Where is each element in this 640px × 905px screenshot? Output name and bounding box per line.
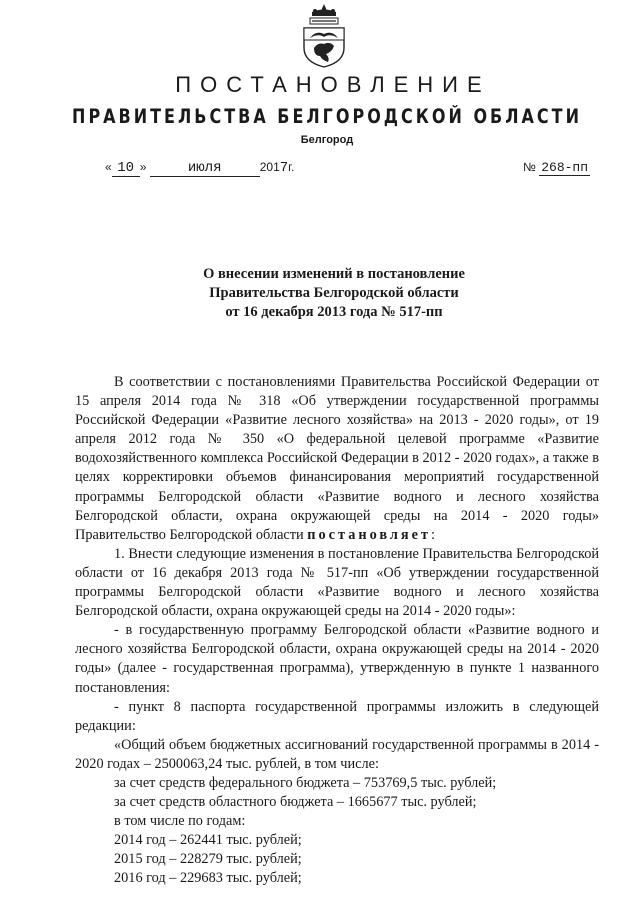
date-year-suffix: г. [288, 160, 295, 174]
number-value: 268-пп [541, 160, 589, 175]
item-3-paragraph: - пункт 8 паспорта государственной программы изложить в следующей редакции: [75, 698, 599, 734]
document-date [105, 160, 294, 177]
date-day: 10 [112, 160, 140, 177]
item-4-paragraph: «Общий объем бюджетных ассигнований государственной программы в 2014 - 2020 годах – 2500063,24 тыс. рублей, в том числе: [75, 736, 599, 772]
title-line-2: Правительства Белгородской области [209, 285, 459, 301]
by-years-line: в том числе по годам: [114, 813, 246, 830]
intro-text: В соответствии с постановлениями Правительства Российской Федерации от 15 апреля 2014 года № 318 «Об утверждении государственной программы Российской Федерации «Развитие лесного хозяйства» на 2013 - 2020 годы», от 19 апреля 2012 года № 350 «О федеральной целевой программе «Развитие водохозяйственного комплекса Российской Федерации в 2012 - 2020 годах», а также в целях корректировки объемов финансирования мероприятий государственной программы Белгородской области «Развитие водного и лесного хозяйства Белгородской области, охрана окружающей среды на 2014 - 2020 годы» Правительство Белгородской области [75, 374, 599, 543]
city-label: Белгород [300, 134, 354, 146]
year-2014-line: 2014 год – 262441 тыс. рублей; [114, 832, 302, 849]
coat-of-arms-emblem [298, 4, 350, 68]
number-prefix: № [523, 160, 536, 174]
date-open-quote: « [105, 160, 112, 174]
document-body [75, 373, 599, 889]
year-2015-line: 2015 год – 228279 тыс. рублей; [114, 851, 302, 868]
document-title [0, 265, 640, 322]
decree-colon: : [431, 526, 436, 543]
issuer-heading: ПРАВИТЕЛЬСТВА БЕЛГОРОДСКОЙ ОБЛАСТИ [72, 105, 582, 128]
date-month: июля [150, 160, 260, 177]
title-line-3: от 16 декабря 2013 года № 517-пп [225, 304, 443, 320]
decree-word: постановляет [307, 526, 432, 543]
document-number [523, 160, 590, 176]
document-type-heading: ПОСТАНОВЛЕНИЕ [175, 72, 491, 97]
item-1-paragraph: 1. Внести следующие изменения в постановление Правительства Белгородской области от 16 декабря 2013 года № 517-пп «Об утверждении государственной программы Белгородской области «Развитие водного и лесного хозяйства Белгородской области, охрана окружающей среды на 2014 - 2020 годы»: [75, 545, 599, 620]
date-year-digit: 7 [279, 160, 289, 176]
title-line-1: О внесении изменений в постановление [203, 266, 465, 282]
federal-budget-line: за счет средств федерального бюджета – 753769,5 тыс. рублей; [114, 774, 497, 791]
item-2-paragraph: - в государственную программу Белгородской области «Развитие водного и лесного хозяйства Белгородской области, охрана окружающей среды на 2014 - 2020 годы» (далее - государственная программа), утвержденную в пункте 1 названного постановления: [75, 622, 599, 696]
date-close-quote: » [139, 160, 147, 174]
regional-budget-line: за счет средств областного бюджета – 1665677 тыс. рублей; [114, 794, 477, 811]
intro-paragraph [75, 373, 599, 545]
date-year-prefix: 201 [259, 160, 280, 174]
year-2016-line: 2016 год – 229683 тыс. рублей; [114, 870, 302, 887]
